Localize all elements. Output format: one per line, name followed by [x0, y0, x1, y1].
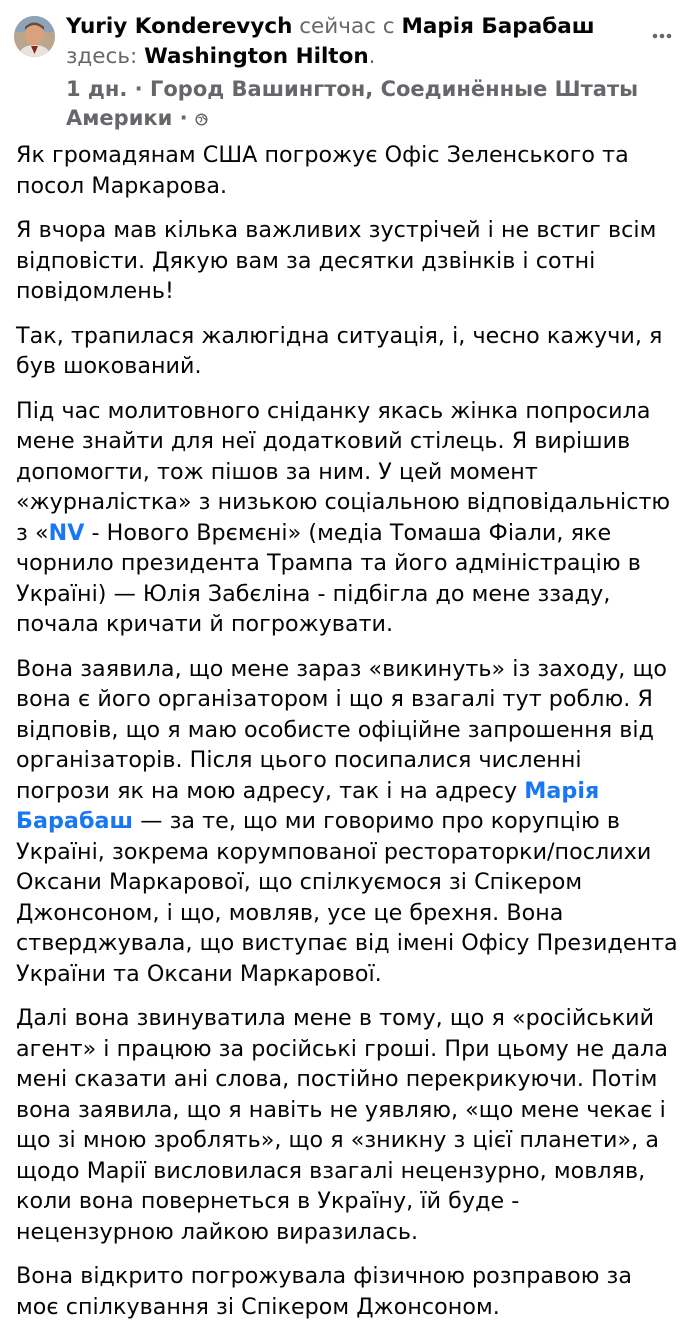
paragraph-1: Як громадянам США погрожує Офіс Зеленського та посол Маркарова.: [16, 142, 629, 199]
paragraph-5-text-a: Вона заявила, що мене зараз «викинуть» із заходу, що вона є його організатором і що я взагалі тут роблю. Я відповів, що я маю особисте офіційне запрошення від організаторів. Після цього посипалися численні погрози як на мою адресу, так і на адресу: [16, 655, 668, 804]
post-location[interactable]: Город Вашингтон, Соединённые Штаты Америки: [66, 77, 639, 130]
author-avatar[interactable]: [14, 16, 55, 57]
post-header-text: [66, 12, 626, 72]
paragraph-7: Вона відкрито погрожувала фізичною розправою за моє спілкування зі Спікером Джонсоном.: [16, 1263, 633, 1320]
paragraph-3: Так, трапилася жалюгідна ситуація, і, чесно кажучи, я був шокований.: [16, 322, 663, 379]
nv-link[interactable]: NV: [48, 519, 85, 546]
paragraph-2: Я вчора мав кілька важливих зустрічей і не встиг всім відповісти. Дякую вам за десятки дзвінків і сотні повідомлень!: [16, 217, 657, 304]
more-options-icon[interactable]: [652, 33, 672, 39]
header-period: .: [368, 44, 376, 69]
post-time[interactable]: 1 дн.: [66, 77, 128, 101]
with-label: сейчас с: [299, 14, 395, 39]
post-meta: [66, 75, 646, 133]
paragraph-5-text-b: — за те, що ми говоримо про корупцію в Україні, зокрема корумпованої рестораторки/послихи Оксани Маркарової, що спілкуємося зі Спікером Джонсоном, і що, мовляв, усе це брехня. Вона стверджувала, що виступає від імені Офісу Президента України та Оксани Маркарової.: [16, 808, 678, 987]
tagged-person[interactable]: Марія Барабаш: [401, 14, 595, 39]
place-link[interactable]: Washington Hilton: [144, 44, 369, 69]
post-body: [16, 140, 678, 1336]
paragraph-4: [16, 396, 678, 640]
paragraph-4-text-a: Під час молитовного сніданку якась жінка попросила мене знайти для неї додатковий стілець. Я вирішив допомогти, тож пішов за ним. У цей момент «журналістка» з низькою соціальною відповідальністю з «: [16, 397, 671, 546]
paragraph-4-text-b: - Нового Врємєні» (медіа Томаша Фіали, яке чорнило президента Трампа та його адміністрацію в Україні) — Юлія Забєліна - підбігла до мене ззаду, почала кричати й погрожувати.: [16, 519, 641, 637]
mention-link[interactable]: Марія Барабаш: [16, 777, 600, 834]
paragraph-5: [16, 654, 678, 990]
post-header: [0, 0, 690, 135]
author-name[interactable]: Yuriy Konderevych: [66, 14, 293, 39]
globe-icon[interactable]: [195, 113, 208, 126]
meta-separator: ·: [127, 77, 150, 101]
meta-tail: ·: [172, 106, 195, 130]
here-label: здесь:: [66, 44, 138, 69]
avatar-image: [14, 16, 55, 57]
paragraph-6: Далі вона звинуватила мене в тому, що я «російський агент» і працюю за російські гроші. При цьому не дала мені сказати ані слова, постійно перекрикуючи. Потім вона заявила, що я навіть не уявляю, «що мене чекає і що зі мною зроблять», що я «зникну з цієї планети», а щодо Марії висловилася взагалі нецензурно, мовляв, коли вона повернеться в Україну, їй буде - нецензурною лайкою виразилась.: [16, 1005, 669, 1245]
